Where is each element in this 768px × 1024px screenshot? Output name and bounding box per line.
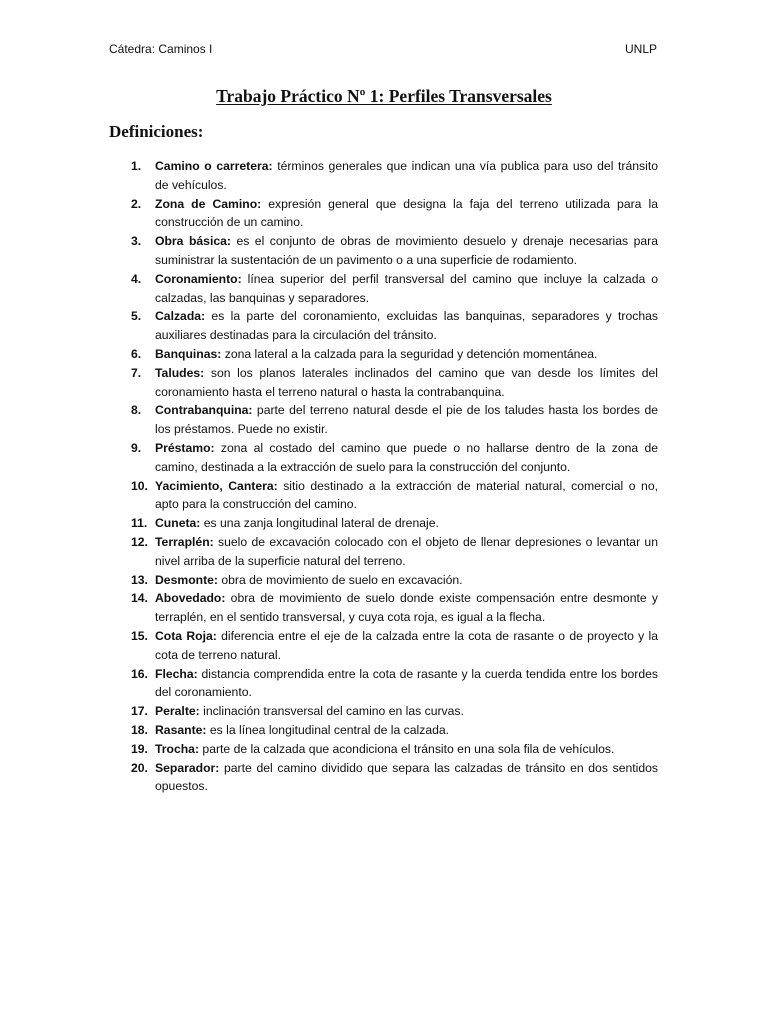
definition-term: Peralte: (155, 704, 200, 719)
page-title: Trabajo Práctico Nº 1: Perfiles Transversales (216, 86, 552, 106)
definition-text: es la línea longitudinal central de la calzada. (206, 722, 450, 737)
definition-item (109, 232, 658, 270)
definition-item (109, 721, 658, 740)
definition-text: es una zanja longitudinal lateral de drenaje. (200, 516, 439, 531)
definition-text: es el conjunto de obras de movimiento desuelo y drenaje necesarias para suministrar la sustentación de un pavimento o a una superficie de rodamiento. (155, 234, 658, 267)
definition-text: términos generales que indican una vía publica para uso del tránsito de vehículos. (155, 159, 658, 192)
definition-term: Abovedado: (155, 591, 226, 606)
definition-term: Contrabanquina: (155, 403, 253, 418)
definition-text: sitio destinado a la extracción de material natural, comercial o no, apto para la construcción del camino. (155, 478, 658, 512)
definition-text: expresión general que designa la faja del terreno utilizada para la construcción de un camino. (155, 196, 658, 230)
definition-term: Desmonte: (155, 572, 218, 587)
definition-number: 13. (131, 572, 148, 587)
definition-term: Obra básica: (155, 234, 231, 249)
definition-text: es la parte del coronamiento, excluidas las banquinas, separadores y trochas auxiliares destinadas para la circulación del tránsito. (155, 309, 658, 343)
definition-text: obra de movimiento de suelo en excavación. (217, 572, 463, 587)
definition-item (109, 307, 658, 345)
definition-number: 19. (131, 741, 148, 756)
definition-number: 11. (131, 516, 148, 531)
definition-number: 17. (131, 704, 148, 719)
definition-item (109, 195, 658, 233)
definition-term: Coronamiento: (155, 271, 242, 286)
header-course: Cátedra: Caminos I (109, 42, 213, 56)
definition-term: Separador: (155, 760, 220, 775)
definition-term: Cota Roja: (155, 628, 217, 643)
definition-item (109, 270, 658, 308)
definition-item (109, 665, 658, 703)
definition-number: 12. (131, 534, 148, 549)
definition-item (109, 627, 658, 665)
definition-item (109, 157, 658, 195)
definition-text: zona lateral a la calzada para la seguridad y detención momentánea. (221, 346, 598, 361)
definition-term: Zona de Camino: (155, 196, 262, 211)
definition-text: diferencia entre el eje de la calzada entre la cota de rasante o de proyecto y la cota de terreno natural. (155, 628, 659, 662)
definitions-list (109, 157, 658, 796)
definition-number: 16. (131, 666, 148, 681)
definition-number: 7. (131, 365, 142, 380)
definition-number: 20. (131, 760, 148, 775)
definition-text: parte del terreno natural desde el pie de los taludes hasta los bordes de los préstamos. Puede no existir. (155, 403, 658, 437)
definition-number: 8. (131, 403, 142, 418)
definition-text: zona al costado del camino que puede o no hallarse dentro de la zona de camino, destinada a la extracción de suelo para la construcción del conjunto. (155, 440, 658, 474)
definition-number: 9. (131, 440, 142, 455)
definition-text: suelo de excavación colocado con el objeto de llenar depresiones o levantar un nivel arriba de la superficie natural del terreno. (155, 534, 658, 568)
definition-text: inclinación transversal del camino en las curvas. (199, 704, 464, 719)
definition-item (109, 571, 658, 590)
definition-item (109, 345, 658, 364)
definition-item (109, 533, 658, 571)
definition-number: 10. (131, 478, 148, 493)
definition-text: obra de movimiento de suelo donde existe compensación entre desmonte y terraplén, en el sentido transversal, y cuya cota roja, es igual a la flecha. (155, 591, 658, 625)
definition-text: parte del camino dividido que separa las calzadas de tránsito en dos sentidos opuestos. (155, 760, 658, 794)
definition-number: 3. (131, 234, 142, 249)
definition-number: 1. (131, 159, 142, 173)
definition-text: distancia comprendida entre la cota de rasante y la cuerda tendida entre los bordes del coronamiento. (155, 666, 658, 700)
definition-term: Rasante: (155, 722, 207, 737)
definition-number: 6. (131, 346, 142, 361)
definition-number: 4. (131, 271, 142, 286)
definition-number: 18. (131, 722, 148, 737)
definition-term: Banquinas: (155, 346, 222, 361)
definition-term: Trocha: (155, 741, 200, 756)
definition-number: 5. (131, 309, 142, 324)
definition-item (109, 702, 658, 721)
definition-item (109, 477, 658, 515)
definition-item (109, 401, 658, 439)
definition-item (109, 740, 658, 759)
definition-term: Terraplén: (155, 534, 214, 549)
definition-number: 2. (131, 196, 142, 211)
header-university: UNLP (624, 42, 657, 56)
section-heading: Definiciones: (109, 122, 204, 141)
definition-term: Yacimiento, Cantera: (155, 478, 278, 493)
definition-term: Préstamo: (155, 440, 215, 455)
definition-term: Taludes: (155, 365, 205, 380)
definition-text: línea superior del perfil transversal del camino que incluye la calzada o calzadas, las banquinas y separadores. (155, 271, 658, 305)
definition-item (109, 589, 658, 627)
definition-term: Camino o carretera: (155, 159, 273, 173)
definition-item (109, 364, 658, 402)
definition-number: 15. (131, 628, 148, 643)
definition-number: 14. (131, 591, 148, 606)
definition-item (109, 439, 658, 477)
definition-term: Calzada: (155, 309, 206, 324)
definition-text: parte de la calzada que acondiciona el tránsito en una sola fila de vehículos. (199, 741, 615, 756)
definition-item (109, 759, 658, 797)
definition-term: Cuneta: (155, 516, 201, 531)
definition-term: Flecha: (155, 666, 198, 681)
definition-item (109, 514, 658, 533)
definition-text: son los planos laterales inclinados del camino que van desde los límites del coronamiento hasta el terreno natural o hasta la contrabanquina. (155, 365, 658, 399)
